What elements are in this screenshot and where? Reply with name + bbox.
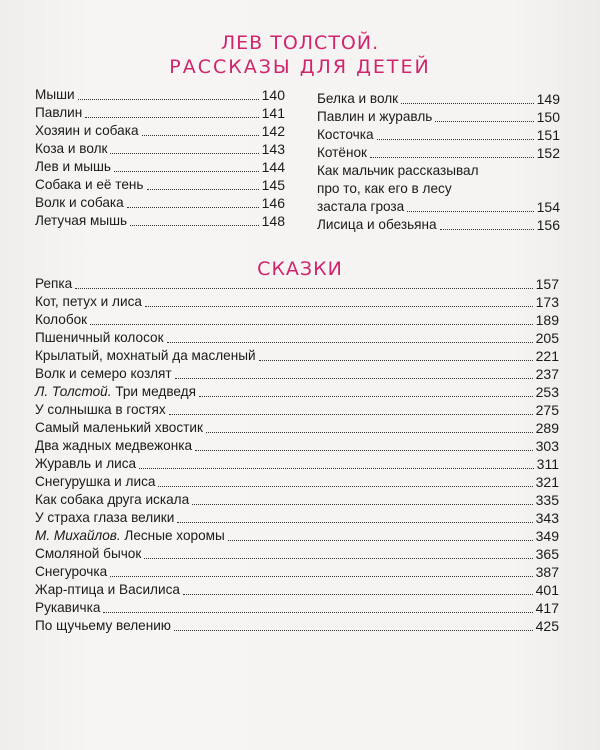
leader-dots — [167, 342, 533, 343]
toc-entry[interactable] — [35, 563, 559, 581]
entry-title: Павлин и журавль — [317, 109, 433, 124]
leader-dots — [195, 450, 533, 451]
leader-dots — [259, 360, 533, 361]
leader-dots — [110, 576, 532, 577]
leader-dots — [103, 612, 532, 613]
toc-entry[interactable] — [35, 419, 559, 437]
entry-page: 156 — [536, 217, 560, 233]
section-title-stories: РАССКАЗЫ ДЛЯ ДЕТЕЙ — [169, 56, 431, 78]
toc-entry[interactable] — [35, 581, 559, 599]
entry-page: 417 — [535, 600, 559, 616]
toc-entry[interactable] — [35, 347, 559, 365]
entry-page: 205 — [535, 330, 559, 346]
entry-title: Косточка — [317, 127, 374, 142]
toc-entry[interactable] — [35, 122, 285, 140]
toc-entry[interactable] — [35, 365, 559, 383]
entry-title — [35, 527, 225, 545]
entry-page: 365 — [535, 546, 559, 562]
entry-title: У солнышка в гостях — [35, 402, 166, 417]
entry-title: Крылатый, мохнатый да масленый — [35, 348, 256, 363]
entry-page: 343 — [535, 510, 559, 526]
entry-title: Журавль и лиса — [35, 456, 137, 471]
entry-page: 142 — [261, 123, 285, 139]
leader-dots — [169, 414, 533, 415]
entry-title: Хозяин и собака — [35, 123, 139, 138]
leader-dots — [192, 504, 532, 505]
toc-entry[interactable] — [317, 216, 560, 234]
toc-entry[interactable] — [35, 437, 559, 455]
section-title-author: ЛЕВ ТОЛСТОЙ. — [220, 32, 380, 54]
toc-entry[interactable] — [35, 194, 285, 212]
entry-author: М. Михайлов. — [35, 528, 121, 543]
leader-dots — [177, 522, 532, 523]
entry-title: Котёнок — [317, 145, 367, 160]
entry-title — [35, 383, 196, 401]
entry-title-text: Лесные хоромы — [124, 528, 225, 543]
leader-dots — [144, 558, 532, 559]
entry-title: Белка и волк — [317, 91, 399, 106]
entry-title: Лисица и обезьяна — [317, 217, 437, 232]
toc-entry[interactable] — [317, 126, 560, 144]
entry-page: 221 — [535, 348, 559, 364]
entry-title-text: Три медведя — [115, 384, 196, 399]
entry-page: 425 — [535, 618, 559, 634]
entry-page: 349 — [535, 528, 559, 544]
toc-entry[interactable] — [35, 212, 285, 230]
leader-dots — [370, 157, 534, 158]
leader-dots — [435, 121, 533, 122]
entry-page: 311 — [536, 456, 559, 472]
toc-entry[interactable] — [35, 527, 559, 545]
toc-entry[interactable] — [35, 383, 559, 401]
entry-page: 143 — [261, 141, 285, 157]
leader-dots — [127, 207, 259, 208]
leader-dots — [440, 229, 534, 230]
leader-dots — [174, 630, 533, 631]
leader-dots — [183, 594, 533, 595]
toc-entry[interactable] — [35, 293, 559, 311]
toc-entry[interactable] — [35, 509, 559, 527]
leader-dots — [158, 486, 532, 487]
entry-page: 401 — [535, 582, 559, 598]
entry-page: 151 — [536, 127, 560, 143]
entry-page: 140 — [261, 87, 285, 103]
entry-page: 149 — [536, 91, 560, 107]
leader-dots — [110, 153, 258, 154]
entry-title: Репка — [35, 276, 73, 291]
entry-title: Летучая мышь — [35, 213, 128, 228]
leader-dots — [114, 171, 259, 172]
leader-dots — [401, 103, 534, 104]
entry-title: Колобок — [35, 312, 88, 327]
toc-entry[interactable] — [35, 617, 559, 635]
toc-entry[interactable] — [317, 198, 560, 216]
entry-page: 152 — [536, 145, 560, 161]
entry-page: 173 — [535, 294, 559, 310]
entry-page: 157 — [535, 276, 559, 292]
leader-dots — [175, 378, 533, 379]
leader-dots — [139, 468, 534, 469]
leader-dots — [145, 306, 533, 307]
leader-dots — [78, 99, 259, 100]
toc-entry[interactable] — [35, 86, 285, 104]
leader-dots — [147, 189, 259, 190]
toc-entry[interactable] — [35, 599, 559, 617]
entry-title: Волк и собака — [35, 195, 124, 210]
toc-entry[interactable] — [317, 144, 560, 162]
toc-entry[interactable] — [35, 176, 285, 194]
entry-title: Снегурочка — [35, 564, 108, 579]
entry-title: Снегурушка и лиса — [35, 474, 156, 489]
entry-title: Мыши — [35, 87, 75, 102]
entry-title: Коза и волк — [35, 141, 108, 156]
entry-page: 154 — [536, 199, 560, 215]
entry-page: 289 — [535, 420, 559, 436]
toc-entry[interactable] — [35, 104, 285, 122]
entry-author: Л. Толстой. — [35, 384, 112, 399]
multiline-entry-line: про то, как его в лесу — [317, 181, 452, 196]
leader-dots — [142, 135, 259, 136]
entry-title: Павлин — [35, 105, 83, 120]
entry-title: У страха глаза велики — [35, 510, 175, 525]
leader-dots — [130, 225, 259, 226]
toc-entry[interactable] — [35, 455, 559, 473]
leader-dots — [199, 396, 533, 397]
section-title-tales: СКАЗКИ — [257, 258, 343, 280]
leader-dots — [407, 211, 533, 212]
entry-title: По щучьему велению — [35, 618, 172, 633]
entry-page: 275 — [535, 402, 559, 418]
entry-title: Лев и мышь — [35, 159, 111, 174]
toc-entry[interactable] — [35, 158, 285, 176]
toc-entry[interactable] — [35, 545, 559, 563]
toc-entry[interactable] — [35, 473, 559, 491]
multiline-entry-line: Как мальчик рассказывал — [317, 163, 479, 178]
entry-page: 150 — [536, 109, 560, 125]
leader-dots — [75, 288, 532, 289]
entry-page: 237 — [535, 366, 559, 382]
toc-entry[interactable] — [317, 90, 560, 108]
entry-page: 141 — [261, 105, 285, 121]
entry-page: 189 — [535, 312, 559, 328]
leader-dots — [206, 432, 533, 433]
stories-left-column — [35, 86, 285, 230]
entry-title: Кот, петух и лиса — [35, 294, 142, 309]
entry-page: 253 — [535, 384, 559, 400]
toc-entry[interactable] — [35, 275, 559, 293]
entry-title: Жар-птица и Василиса — [35, 582, 180, 597]
entry-title: Рукавичка — [35, 600, 101, 615]
entry-page: 144 — [261, 159, 285, 175]
toc-entry[interactable] — [35, 140, 285, 158]
entry-title: Волк и семеро козлят — [35, 366, 172, 381]
toc-entry[interactable] — [317, 108, 560, 126]
leader-dots — [228, 540, 533, 541]
entry-page: 321 — [535, 474, 559, 490]
toc-entry[interactable] — [35, 401, 559, 419]
entry-title: Смоляной бычок — [35, 546, 142, 561]
toc-entry[interactable] — [35, 311, 559, 329]
entry-title: Собака и её тень — [35, 177, 144, 192]
toc-entry[interactable] — [35, 491, 559, 509]
entry-title: Самый маленький хвостик — [35, 420, 203, 435]
entry-page: 387 — [535, 564, 559, 580]
entry-title: Как собака друга искала — [35, 492, 190, 507]
entry-page: 145 — [261, 177, 285, 193]
entry-title: Два жадных медвежонка — [35, 438, 193, 453]
entry-page: 148 — [261, 213, 285, 229]
leader-dots — [85, 117, 258, 118]
tales-list — [35, 275, 559, 635]
toc-entry[interactable] — [35, 329, 559, 347]
leader-dots — [377, 139, 534, 140]
entry-title: Пшеничный колосок — [35, 330, 164, 345]
stories-right-column — [317, 90, 560, 234]
entry-page: 335 — [535, 492, 559, 508]
leader-dots — [90, 324, 533, 325]
entry-title: застала гроза — [317, 199, 405, 214]
entry-page: 146 — [261, 195, 285, 211]
entry-page: 303 — [535, 438, 559, 454]
